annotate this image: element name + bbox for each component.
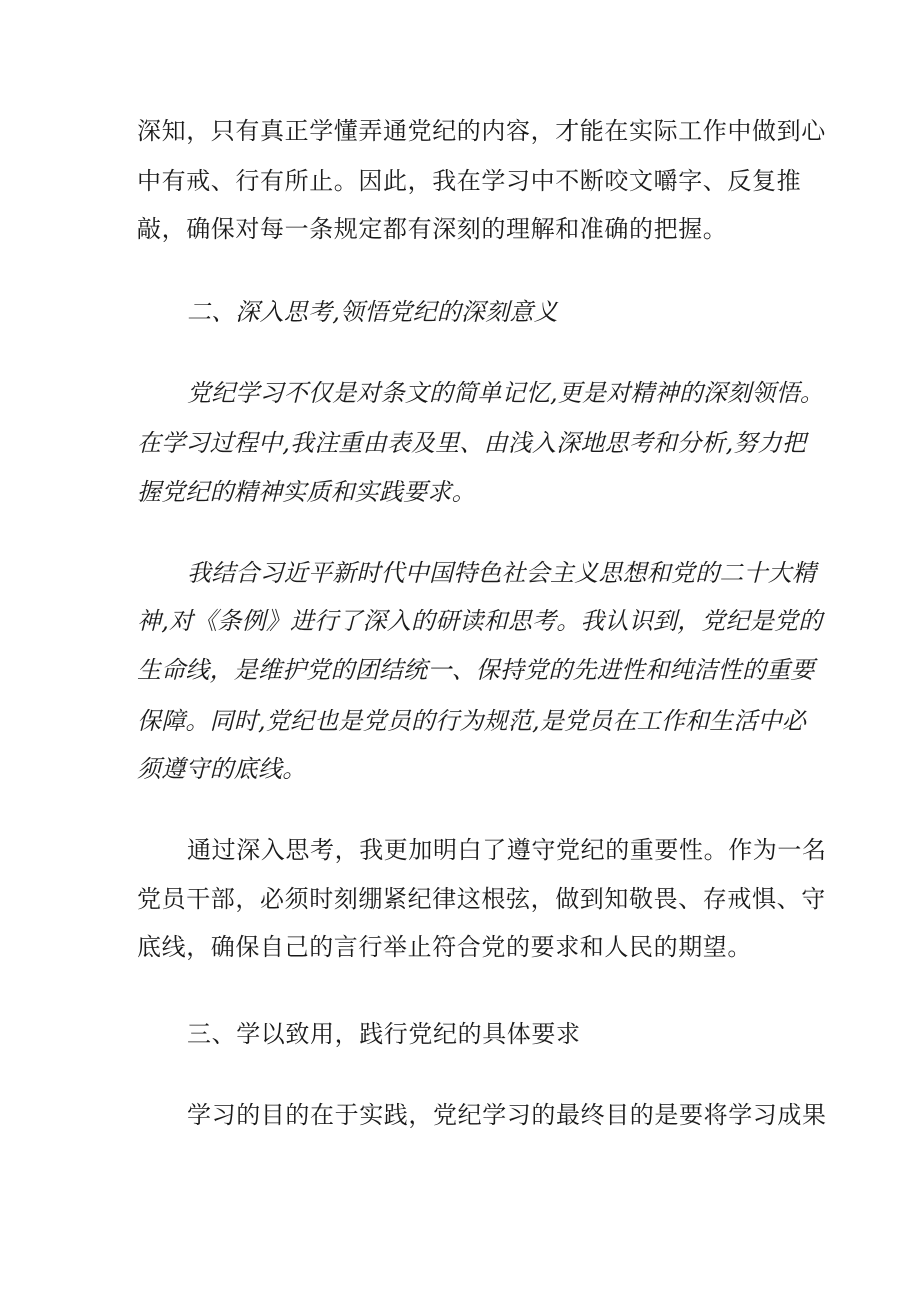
- paragraph-1-line-3: 敲，确保对每一条规定都有深刻的理解和准确的把握。: [137, 215, 728, 243]
- paragraph-1-line-1: 深知，只有真正学懂弄通党纪的内容，才能在实际工作中做到心: [137, 117, 826, 145]
- paragraph-1-line-2: 中有戒、行有所止。因此，我在学习中不断咬文嚼字、反复推: [137, 167, 802, 195]
- paragraph-2-line-2: 在学习过程中,我注重由表及里、由浅入深地思考和分析,努力把: [137, 429, 807, 457]
- paragraph-4-line-2: 党员干部，必须时刻绷紧纪律这根弦，做到知敬畏、存戒惧、守: [137, 885, 826, 913]
- section-heading-3: 三、学以致用，践行党纪的具体要求: [187, 1020, 581, 1048]
- paragraph-3-line-2: 神,对《条例》进行了深入的研读和思考。我认识到，党纪是党的: [137, 607, 823, 635]
- paragraph-3-line-4: 保障。同时,党纪也是党员的行为规范,是党员在工作和生活中必: [137, 707, 807, 735]
- paragraph-4-line-1: 通过深入思考，我更加明白了遵守党纪的重要性。作为一名: [187, 836, 827, 864]
- paragraph-4-line-3: 底线，确保自己的言行举止符合党的要求和人民的期望。: [137, 933, 752, 961]
- paragraph-3-line-1: 我结合习近平新时代中国特色社会主义思想和党的二十大精: [187, 559, 817, 587]
- paragraph-5-line-1: 学习的目的在于实践，党纪学习的最终目的是要将学习成果: [187, 1101, 827, 1129]
- paragraph-3-line-5: 须遵守的底线。: [137, 755, 307, 783]
- section-heading-2: 二、深入思考,领悟党纪的深刻意义: [187, 298, 558, 326]
- paragraph-2-line-3: 握党纪的精神实质和实践要求。: [137, 478, 476, 506]
- paragraph-2-line-1: 党纪学习不仅是对条文的简单记忆,更是对精神的深刻领悟。: [187, 379, 825, 407]
- paragraph-3-line-3: 生命线，是维护党的团结统一、保持党的先进性和纯洁性的重要: [137, 656, 815, 684]
